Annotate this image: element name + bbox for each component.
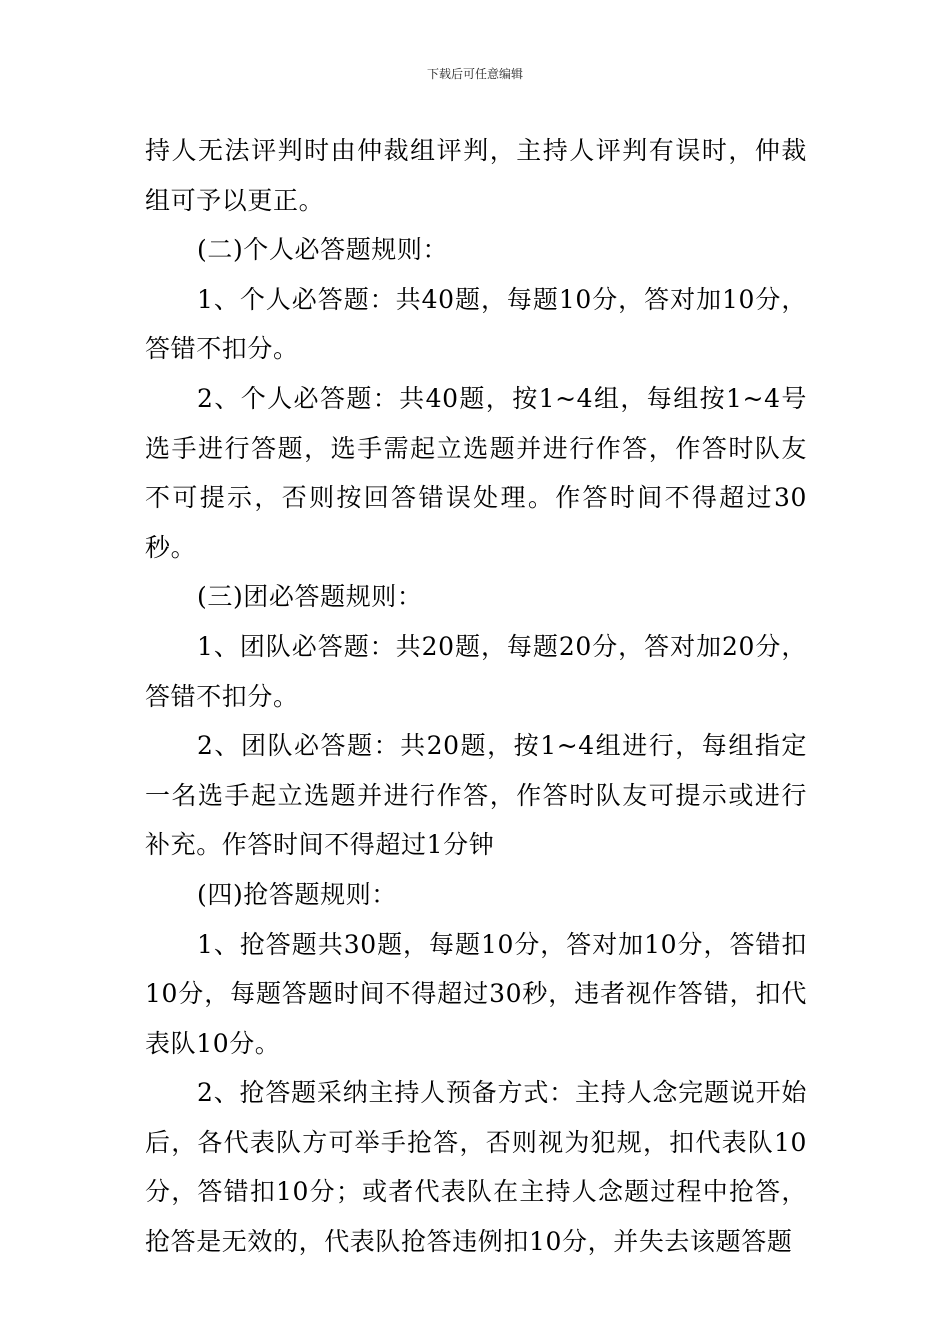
section-heading: (四)抢答题规则： (197, 879, 397, 909)
paragraph: 1、抢答题共30题，每题10分，答对加10分，答错扣10分，每题答题时间不得超过30秒，违者视作答错，扣代表队10分。 (145, 929, 807, 1058)
paragraph: 2、抢答题采纳主持人预备方式：主持人念完题说开始后，各代表队方可举手抢答，否则视为犯规，扣代表队10分，答错扣10分；或者代表队在主持人念题过程中抢答，抢答是无效的，代表队抢答违例扣10分，并失去该题答题 (145, 1078, 807, 1257)
paragraph: 持人无法评判时由仲裁组评判，主持人评判有误时，仲裁组可予以更正。 (145, 136, 807, 215)
paragraph: 2、团队必答题：共20题，按1~4组进行，每组指定一名选手起立选题并进行作答，作答时队友可提示或进行补充。作答时间不得超过1分钟 (145, 731, 807, 860)
paragraph: 1、团队必答题：共20题，每题20分，答对加20分，答错不扣分。 (145, 631, 807, 711)
section-heading: (三)团必答题规则： (197, 582, 423, 612)
paragraph: 1、个人必答题：共40题，每题10分，答对加10分，答错不扣分。 (145, 284, 807, 364)
page-header: 下载后可任意编辑 (426, 67, 523, 81)
document-body (145, 126, 807, 1267)
paragraph: 2、个人必答题：共40题，按1~4组，每组按1~4号选手进行答题，选手需起立选题并进行作答，作答时队友不可提示，否则按回答错误处理。作答时间不得超过30秒。 (145, 383, 807, 562)
section-heading: (二)个人必答题规则： (197, 235, 449, 265)
